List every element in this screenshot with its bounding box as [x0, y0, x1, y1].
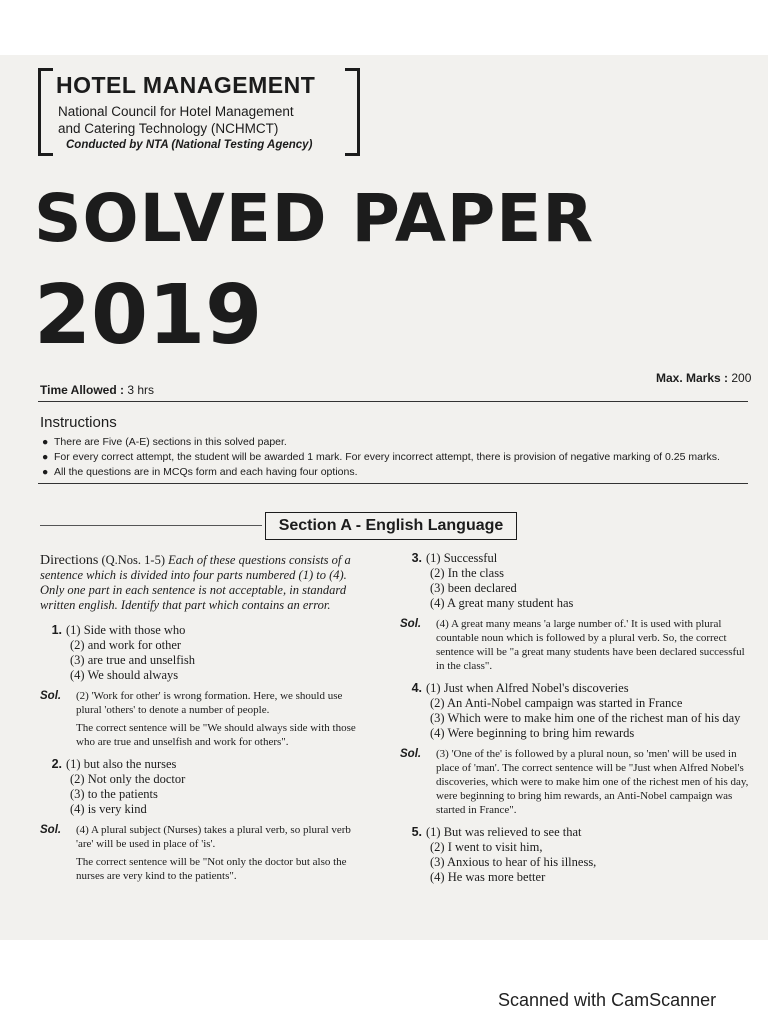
brand-line-1: National Council for Hotel Management	[58, 104, 294, 119]
option: (4) We should always	[70, 668, 179, 682]
option: (4) He was more better	[430, 870, 546, 884]
option: (1) But was relieved to see that	[426, 825, 582, 839]
time-label: Time Allowed :	[40, 383, 125, 397]
option: (2) An Anti-Nobel campaign was started in France	[430, 696, 683, 710]
option: (3) are true and unselfish	[70, 653, 195, 667]
marks-value: 200	[731, 371, 752, 385]
rule-top	[38, 401, 748, 402]
directions-ref: (Q.Nos. 1-5)	[101, 553, 165, 567]
option: (2) I went to visit him,	[430, 840, 543, 854]
brand-line-2: and Catering Technology (NCHMCT)	[58, 121, 279, 136]
bracket-right	[345, 68, 360, 156]
marks-label: Max. Marks :	[656, 371, 729, 385]
bracket-left	[38, 68, 53, 156]
option: (4) Were beginning to bring him rewards	[430, 726, 635, 740]
question-2: 2. (1) but also the nurses (2) Not only the doctor (3) to the patients (4) is very kind	[40, 757, 370, 817]
instruction-item: ● For every correct attempt, the student will be awarded 1 mark. For every incorrect attempt, there is provision of negative marking of 0.25 marks.	[42, 451, 720, 463]
left-column	[40, 553, 370, 891]
option: (1) but also the nurses	[66, 757, 177, 771]
question-3: 3. (1) Successful (2) In the class (3) been declared (4) A great many student has	[400, 551, 750, 611]
brand-box	[38, 68, 360, 156]
instruction-item: ● There are Five (A-E) sections in this solved paper.	[42, 436, 287, 448]
instructions-title: Instructions	[40, 414, 117, 431]
title-solved-paper: SOLVED PAPER	[34, 180, 595, 257]
instructions-list	[42, 436, 720, 481]
option: (4) is very kind	[70, 802, 147, 816]
solution-4: Sol. (3) 'One of the' is followed by a plural noun, so 'men' will be used in place of 'man'. The correct sentence will be "Just when Alfred Nobel's discoveries, which were to make him one of the richest men of his day, were beginning to bring him rewards, an Anti-Nobel campaign was started in France".	[400, 748, 749, 816]
right-column	[400, 551, 750, 891]
option: (3) Anxious to hear of his illness,	[430, 855, 597, 869]
rule-bottom	[38, 483, 748, 484]
option: (3) to the patients	[70, 787, 158, 801]
option: (4) A great many student has	[430, 596, 574, 610]
brand-title: HOTEL MANAGEMENT	[56, 72, 316, 98]
question-5: 5. (1) But was relieved to see that (2) I went to visit him, (3) Anxious to hear of his illness, (4) He was more better	[400, 825, 750, 885]
option: (2) In the class	[430, 566, 504, 580]
option: (1) Just when Alfred Nobel's discoveries	[426, 681, 629, 695]
section-rule-left	[40, 525, 262, 526]
question-4: 4. (1) Just when Alfred Nobel's discoveries (2) An Anti-Nobel campaign was started in France (3) Which were to make him one of the richest man of his day (4) Were beginning to bring him rewards	[400, 681, 750, 741]
option: (2) and work for other	[70, 638, 182, 652]
solution-1: Sol. (2) 'Work for other' is wrong formation. Here, we should use plural 'others' to denote a number of people. The correct sentence will be "We should always side with those who are true and unselfish and work for others".	[40, 690, 356, 748]
instruction-item: ● All the questions are in MCQs form and each having four options.	[42, 466, 358, 478]
option: (3) been declared	[430, 581, 517, 595]
time-allowed	[40, 383, 154, 397]
max-marks	[656, 371, 751, 385]
scanner-watermark: Scanned with CamScanner	[498, 990, 717, 1010]
option: (1) Side with those who	[66, 623, 186, 637]
solution-3: Sol. (4) A great many means 'a large number of.' It is used with plural countable noun which is followed by a plural verb. So, the correct sentence will be "a great many students have been declared successful in the class".	[400, 618, 745, 672]
option: (2) Not only the doctor	[70, 772, 186, 786]
section-title: Section A - English Language	[265, 512, 517, 540]
directions-head: Directions	[40, 553, 99, 568]
brand-nta: Conducted by NTA (National Testing Agency)	[66, 139, 313, 151]
title-year: 2019	[34, 268, 263, 363]
directions	[40, 553, 370, 613]
solution-2: Sol. (4) A plural subject (Nurses) takes a plural verb, so plural verb 'are' will be used in place of 'is'. The correct sentence will be "Not only the doctor but also the nurses are very kind to the patients".	[40, 824, 351, 882]
option: (3) Which were to make him one of the richest man of his day	[430, 711, 741, 725]
question-1: 1. (1) Side with those who (2) and work for other (3) are true and unselfish (4) We should always	[40, 623, 370, 683]
time-value: 3 hrs	[127, 383, 155, 397]
option: (1) Successful	[426, 551, 498, 565]
directions-text: Each of these questions consists of a sentence which is divided into four parts numbered (1) to (4). Only one part in each sentence is not acceptable, in standard written english. Identify that part which contains an error.	[40, 553, 351, 612]
